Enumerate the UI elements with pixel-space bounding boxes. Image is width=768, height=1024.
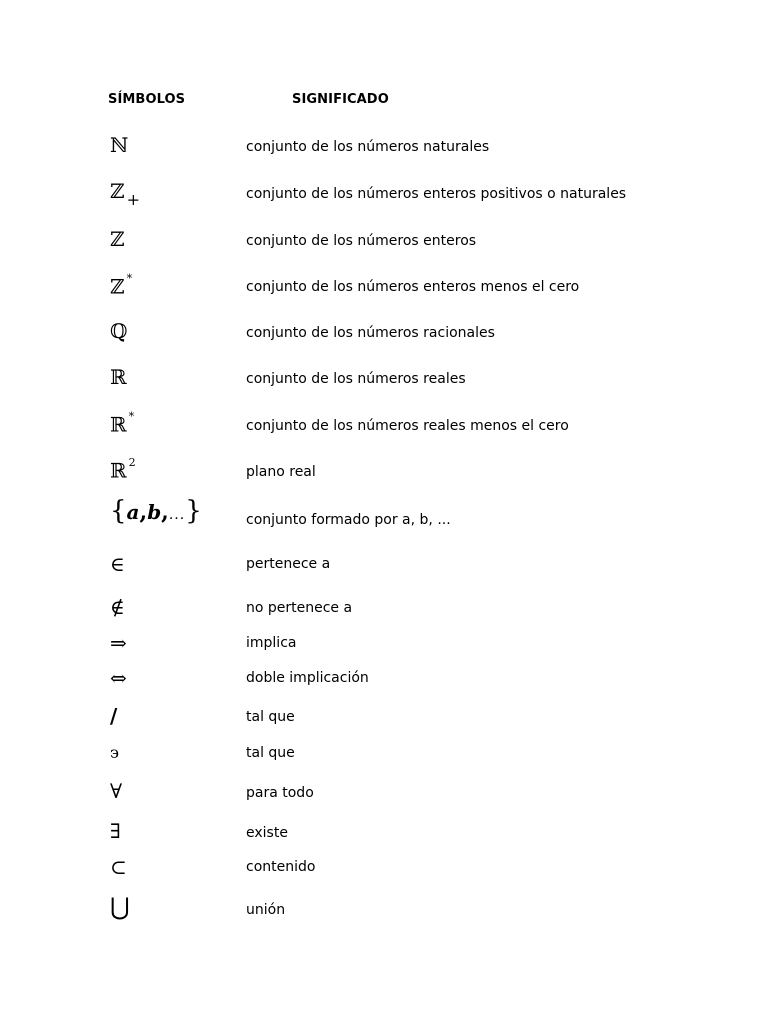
symbol-row — [0, 180, 768, 220]
symbol-row — [0, 820, 768, 860]
meaning-text: conjunto de los números enteros positivos o naturales — [246, 186, 627, 202]
symbol-row — [0, 553, 768, 593]
symbol-nonzero-reals: ℝ * — [110, 410, 135, 437]
meaning-text: doble implicación — [246, 670, 369, 686]
symbol-row — [0, 456, 768, 496]
meaning-text: no pertenece a — [246, 600, 353, 616]
symbol-element-of: ∈ — [110, 552, 125, 576]
meaning-text: tal que — [246, 745, 295, 761]
symbols-column-header: SÍMBOLOS — [108, 92, 186, 107]
meaning-text: existe — [246, 825, 288, 841]
symbol-such-that: ϶ — [110, 743, 119, 762]
symbol-iff: ⇔ — [110, 666, 127, 690]
meaning-text: conjunto de los números enteros menos el cero — [246, 279, 580, 295]
meaning-text: tal que — [246, 709, 295, 725]
symbol-exists: ∃ — [110, 819, 121, 843]
symbol-such-that-slash: / — [110, 704, 118, 728]
symbol-union: ⋃ — [110, 893, 130, 921]
symbol-for-all: ∀ — [110, 779, 123, 803]
meaning-text: para todo — [246, 785, 314, 801]
symbol-nonzero-integers: ℤ * — [110, 272, 133, 299]
symbol-row — [0, 410, 768, 450]
symbol-row — [0, 320, 768, 360]
symbol-row — [0, 742, 768, 782]
symbol-not-element-of: ∉ — [110, 595, 125, 619]
meaning-text: unión — [246, 902, 286, 918]
symbol-row — [0, 780, 768, 820]
meaning-text: conjunto de los números racionales — [246, 325, 495, 341]
meaning-text: plano real — [246, 464, 316, 480]
symbol-natural-numbers: ℕ — [110, 133, 129, 157]
symbol-reals: ℝ — [110, 365, 127, 389]
meaning-text: pertenece a — [246, 556, 331, 572]
meaning-text: conjunto de los números naturales — [246, 139, 490, 155]
symbol-set-notation: {a,b,...} — [110, 496, 202, 526]
meaning-text: conjunto formado por a, b, ... — [246, 512, 451, 528]
meaning-text: conjunto de los números reales menos el cero — [246, 418, 569, 434]
symbol-subset: ⊂ — [110, 855, 127, 879]
symbol-row — [0, 596, 768, 636]
symbol-row — [0, 496, 768, 540]
symbol-row — [0, 134, 768, 174]
symbol-integers: ℤ — [110, 227, 125, 251]
symbol-row — [0, 856, 768, 896]
symbol-row — [0, 228, 768, 268]
meaning-text: contenido — [246, 859, 316, 875]
symbol-rationals: ℚ — [110, 319, 128, 343]
symbol-row — [0, 705, 768, 745]
symbol-row — [0, 667, 768, 707]
symbol-real-plane: ℝ $^2$ — [110, 456, 136, 483]
meaning-text: conjunto de los números enteros — [246, 233, 477, 249]
symbol-implies: ⇒ — [110, 631, 127, 655]
symbol-row — [0, 272, 768, 312]
symbol-row — [0, 893, 768, 936]
meaning-column-header: SIGNIFICADO — [292, 92, 389, 107]
meaning-text: conjunto de los números reales — [246, 371, 466, 387]
symbol-positive-integers: ℤ $_+$ — [110, 179, 141, 209]
symbol-row — [0, 366, 768, 406]
meaning-text: implica — [246, 635, 297, 651]
